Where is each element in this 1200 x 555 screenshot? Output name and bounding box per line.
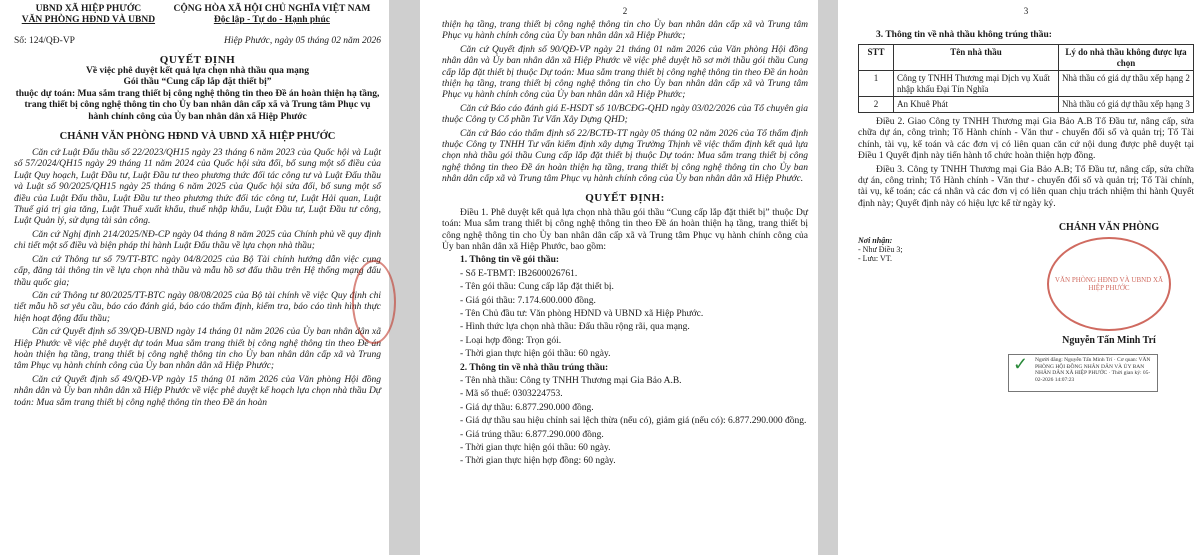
document-page-1 bbox=[0, 0, 389, 555]
authority-heading: CHÁNH VĂN PHÒNG HĐND VÀ UBND XÃ HIỆP PHƯỚC bbox=[59, 131, 336, 143]
list-item: - Giá dự thầu sau hiệu chỉnh sai lệch thừa (nếu có), giảm giá (nếu có): 6.877.290.000 đồng. bbox=[460, 416, 807, 427]
signer bbox=[1024, 222, 1194, 346]
list-item: - Tên nhà thầu: Công ty TNHH Thương mại Gia Bảo A.B. bbox=[460, 375, 682, 386]
recipient-item: - Lưu: VT. bbox=[858, 254, 893, 264]
list-item: - Thời gian thực hiện gói thầu: 60 ngày. bbox=[460, 443, 611, 453]
seal-text: VĂN PHÒNG HĐND VÀ UBND XÃ HIỆP PHƯỚC bbox=[1054, 276, 1164, 293]
legal-basis-paragraph: Căn cứ Thông tư 80/2025/TT-BTC ngày 08/08/2025 của Bộ tài chính về việc Quy định chi tiết mẫu hồ sơ yêu cầu, báo cáo đánh giá, báo cáo thẩm định, kiểm tra, báo cáo tình hình thực hiện hoạt động đấu thầu; bbox=[14, 290, 381, 324]
legal-basis-paragraph: Căn cứ Nghị định 214/2025/NĐ-CP ngày 04 tháng 8 năm 2025 của Chính phủ về quy định chi tiết một số điều và biện pháp thi hành Luật Đấu thầu về lựa chọn nhà thầu; bbox=[14, 229, 381, 252]
table-cell: Nhà thầu có giá dự thầu xếp hạng 3 bbox=[1059, 97, 1194, 113]
subject-line-2: Gói thầu “Cung cấp lắp đặt thiết bị” bbox=[123, 77, 272, 88]
signer-name: Nguyễn Tấn Minh Trí bbox=[1062, 335, 1156, 347]
list-item: - Giá trúng thầu: 6.877.290.000 đồng. bbox=[460, 429, 604, 440]
org-line-2: VĂN PHÒNG HĐND VÀ UBND bbox=[21, 15, 156, 25]
place-date: Hiệp Phước, ngày 05 tháng 02 năm 2026 bbox=[224, 36, 381, 46]
org-line-1: UBND XÃ HIỆP PHƯỚC bbox=[35, 4, 142, 14]
legal-basis-paragraph: Căn cứ Thông tư số 79/TT-BTC ngày 04/8/2025 của Bộ Tài chính hướng dẫn việc cung cấp, đăng tải thông tin về lựa chọn nhà thầu và mẫu hồ sơ đấu thầu trên Hệ thống mạng đấu thầu quốc gia; bbox=[14, 254, 381, 288]
legal-bases-continued bbox=[442, 20, 808, 186]
list-item: - Thời gian thực hiện hợp đồng: 60 ngày. bbox=[460, 456, 616, 467]
nation-line-2: Độc lập - Tự do - Hạnh phúc bbox=[213, 15, 330, 25]
seal-edge bbox=[352, 260, 396, 344]
legal-basis-paragraph: Căn cứ Quyết định số 39/QĐ-UBND ngày 14 tháng 01 năm 2026 của Ủy ban nhân dân xã Hiệp Phước về việc phê duyệt dự toán Mua sắm trang thiết bị công nghệ thông tin theo Đề án hoàn thiện hạ tầng, trang thiết bị công nghệ thông tin cho Ủy ban nhân dân cấp xã và Trung tâm Phục vụ hành chính công của Ủy ban nhân dân xã Hiệp Phước; bbox=[14, 327, 381, 372]
losing-bidders-table bbox=[858, 44, 1194, 113]
national-header bbox=[163, 4, 381, 26]
winner-info-list bbox=[442, 376, 808, 468]
list-item: - Tên Chủ đầu tư: Văn phòng HĐND và UBND xã Hiệp Phước. bbox=[460, 308, 704, 319]
subject-line-1: Về việc phê duyệt kết quả lựa chọn nhà thầu qua mạng bbox=[86, 66, 309, 76]
recipients-label: Nơi nhận: bbox=[858, 236, 893, 246]
list-item: - Thời gian thực hiện gói thầu: 60 ngày. bbox=[460, 349, 611, 360]
nation-line-1: CỘNG HÒA XÃ HỘI CHỦ NGHĨA VIỆT NAM bbox=[173, 4, 371, 14]
package-info-list bbox=[442, 269, 808, 361]
subject-line-3: thuộc dự toán: Mua sắm trang thiết bị công nghệ thông tin theo Đề án hoàn thiện hạ tầng, trang thiết bị công nghệ thông tin cho Ủy ban nhân dân cấp xã và Trung tâm Phục vụ hành chính công của Ủy ban nhân dân xã Hiệp Phước bbox=[15, 88, 380, 122]
table-row bbox=[859, 71, 1194, 97]
checkmark-icon: ✓ bbox=[1013, 354, 1029, 375]
article-1: Điều 1. Phê duyệt kết quả lựa chọn nhà thầu gói thầu “Cung cấp lắp đặt thiết bị” thuộc Dự toán: Mua sắm trang thiết bị công nghệ thông tin theo Đề án hoàn thiện hạ tầng, trang thiết bị công nghệ thông tin cho Ủy ban nhân dân cấp xã và Trung tâm Phục vụ hành chính công của Ủy ban nhân dân xã Hiệp Phước, bao gồm: bbox=[442, 207, 808, 252]
digital-signature-box bbox=[1008, 354, 1158, 392]
section-3-title: 3. Thông tin về nhà thầu không trúng thầu: bbox=[876, 30, 1052, 40]
table-header-row bbox=[859, 45, 1194, 71]
table-row bbox=[859, 97, 1194, 113]
column-header: Lý do nhà thầu không được lựa chọn bbox=[1059, 45, 1194, 71]
legal-basis-paragraph: Căn cứ Báo cáo thẩm định số 22/BCTĐ-TT ngày 05 tháng 02 năm 2026 của Tổ thẩm định thuộc Công ty TNHH Tư vấn kiểm định xây dựng Trường Thịnh về việc thẩm định kết quả lựa chọn nhà thầu gói thầu Cung cấp lắp đặt thiết bị thuộc Dự toán: Mua sắm trang thiết bị công nghệ thông tin theo Đề án hoàn thiện hạ tầng, trang thiết bị công nghệ thông tin cho Ủy ban nhân dân cấp xã và Trung tâm Phục vụ hành chính công của Ủy ban nhân dân xã Hiệp Phước. bbox=[442, 128, 808, 185]
page-number: 2 bbox=[622, 6, 628, 16]
table-cell: An Khuê Phát bbox=[894, 97, 1059, 113]
list-item: - Số E-TBMT: IB2600026761. bbox=[460, 268, 578, 279]
list-item: - Loại hợp đồng: Trọn gói. bbox=[460, 335, 562, 346]
table-cell: 2 bbox=[859, 97, 894, 113]
signer-title: CHÁNH VĂN PHÒNG bbox=[1058, 222, 1160, 234]
document-number: Số: 124/QĐ-VP bbox=[14, 36, 75, 46]
official-seal bbox=[1047, 237, 1171, 331]
list-item: - Mã số thuế: 0303224753. bbox=[460, 389, 563, 400]
recipients bbox=[858, 222, 903, 346]
article-3: Điều 3. Công ty TNHH Thương mại Gia Bảo A.B; Tổ Đầu tư, nâng cấp, sửa chữa dự án, công trình; Tổ Hành chính - Văn thư - chuyển đổi số và quản trị; Tổ Tài chính, tài vụ, kế toán; các cá nhân và các đơn vị có liên quan chịu trách nhiệm thi hành Quyết định này; Quyết định này có hiệu lực kể từ ngày ký. bbox=[858, 164, 1194, 209]
list-item: - Hình thức lựa chọn nhà thầu: Đấu thầu rộng rãi, qua mạng. bbox=[460, 322, 690, 333]
legal-bases bbox=[14, 148, 381, 409]
page-gap bbox=[389, 0, 420, 555]
signature-block bbox=[858, 222, 1194, 346]
legal-basis-paragraph: thiện hạ tầng, trang thiết bị công nghệ thông tin cho Ủy ban nhân dân cấp xã và Trung tâm Phục vụ hành chính công của Ủy ban nhân dân xã Hiệp Phước; bbox=[442, 20, 808, 42]
section-2-title: 2. Thông tin về nhà thầu trúng thầu: bbox=[460, 362, 609, 373]
document-header bbox=[14, 4, 381, 26]
document-page-2 bbox=[420, 0, 818, 555]
table-cell: 1 bbox=[859, 71, 894, 97]
legal-basis-paragraph: Căn cứ Báo cáo đánh giá E-HSDT số 10/BCĐG-QHD ngày 03/02/2026 của Tổ chuyên gia thuộc Công ty Cổ phần Tư Vấn Xây Dựng QHD; bbox=[442, 103, 808, 126]
digital-signature-text: Người đăng: Nguyễn Tấn Minh Trí · Cơ quan: VĂN PHÒNG HỘI ĐỒNG NHÂN DÂN VÀ ỦY BAN NHÂN DÂN XÃ HIỆP PHƯỚC · Thời gian ký: 05-02-2026 14:07:23 bbox=[1035, 357, 1151, 383]
legal-basis-paragraph: Căn cứ Quyết định số 49/QĐ-VP ngày 15 tháng 01 năm 2026 của Văn phòng Hội đồng nhân dân và Ủy ban nhân dân xã Hiệp Phước về việc phê duyệt kế hoạch lựa chọn nhà thầu Dự toán: Mua sắm trang thiết bị công nghệ thông tin theo Đề án hoàn bbox=[14, 374, 381, 408]
column-header: STT bbox=[859, 45, 894, 71]
document-page-3 bbox=[838, 0, 1200, 555]
section-1-title: 1. Thông tin về gói thầu: bbox=[460, 255, 560, 266]
legal-basis-paragraph: Căn cứ Luật Đấu thầu số 22/2023/QH15 ngày 23 tháng 6 năm 2023 của Quốc hội và Luật số 57/2024/QH15 ngày 29 tháng 11 năm 2024 của Quốc hội sửa đổi, bổ sung một số điều của Luật Quy hoạch, Luật Đầu tư, Luật Đầu tư theo phương thức đối tác công tư và Luật Đấu thầu và Luật số 90/2025/QH15 ngày 25 tháng 6 năm 2025 của Quốc hội sửa đổi, bổ sung một số điều của Luật Đấu thầu, Luật Đầu tư theo phương thức đối tác công tư, Luật Hải quan, Luật Thuế giá trị gia tăng, Luật Thuế xuất khẩu, thuế nhập khẩu, Luật Đầu tư, Luật Đầu tư công, Luật Quản lý, sử dụng tài sản công. bbox=[14, 148, 381, 227]
page-number: 3 bbox=[1023, 6, 1029, 16]
column-header: Tên nhà thầu bbox=[894, 45, 1059, 71]
list-item: - Giá gói thầu: 7.174.600.000 đồng. bbox=[460, 295, 596, 306]
issuing-organization bbox=[14, 4, 163, 26]
decision-heading: QUYẾT ĐỊNH: bbox=[585, 191, 665, 204]
article-2: Điều 2. Giao Công ty TNHH Thương mại Gia Bảo A.B Tổ Đầu tư, nâng cấp, sửa chữa dự án, công trình; Tổ Hành chính - Văn thư - chuyển đổi số và quản trị; Tổ Tài chính, tài vụ, kế toán và các đơn vị có liên quan căn cứ nội dung được phê duyệt tại Điều 1 Quyết định này tiến hành tổ chức hoàn thiện hợp đồng. bbox=[858, 116, 1194, 162]
list-item: - Giá dự thầu: 6.877.290.000 đồng. bbox=[460, 402, 594, 413]
recipient-item: - Như Điều 3; bbox=[858, 245, 903, 255]
page-gap bbox=[818, 0, 838, 555]
list-item: - Tên gói thầu: Cung cấp lắp đặt thiết bị. bbox=[460, 282, 614, 293]
document-title: QUYẾT ĐỊNH bbox=[159, 54, 236, 66]
table-cell: Nhà thầu có giá dự thầu xếp hạng 2 bbox=[1059, 71, 1194, 97]
table-cell: Công ty TNHH Thương mại Dịch vụ Xuất nhập khẩu Đại Tín Nghĩa bbox=[894, 71, 1059, 97]
legal-basis-paragraph: Căn cứ Quyết định số 90/QĐ-VP ngày 21 tháng 01 năm 2026 của Văn phòng Hội đồng nhân dân và Ủy ban nhân dân xã Hiệp Phước về việc phê duyệt hồ sơ mời thầu gói thầu Cung cấp lắp đặt thiết bị thuộc Dự toán: Mua sắm trang thiết bị công nghệ thông tin theo Đề án hoàn thiện hạ tầng, trang thiết bị công nghệ thông tin cho Ủy ban nhân dân cấp xã và Trung tâm Phục vụ hành chính công của Ủy ban nhân dân xã Hiệp Phước; bbox=[442, 44, 808, 101]
